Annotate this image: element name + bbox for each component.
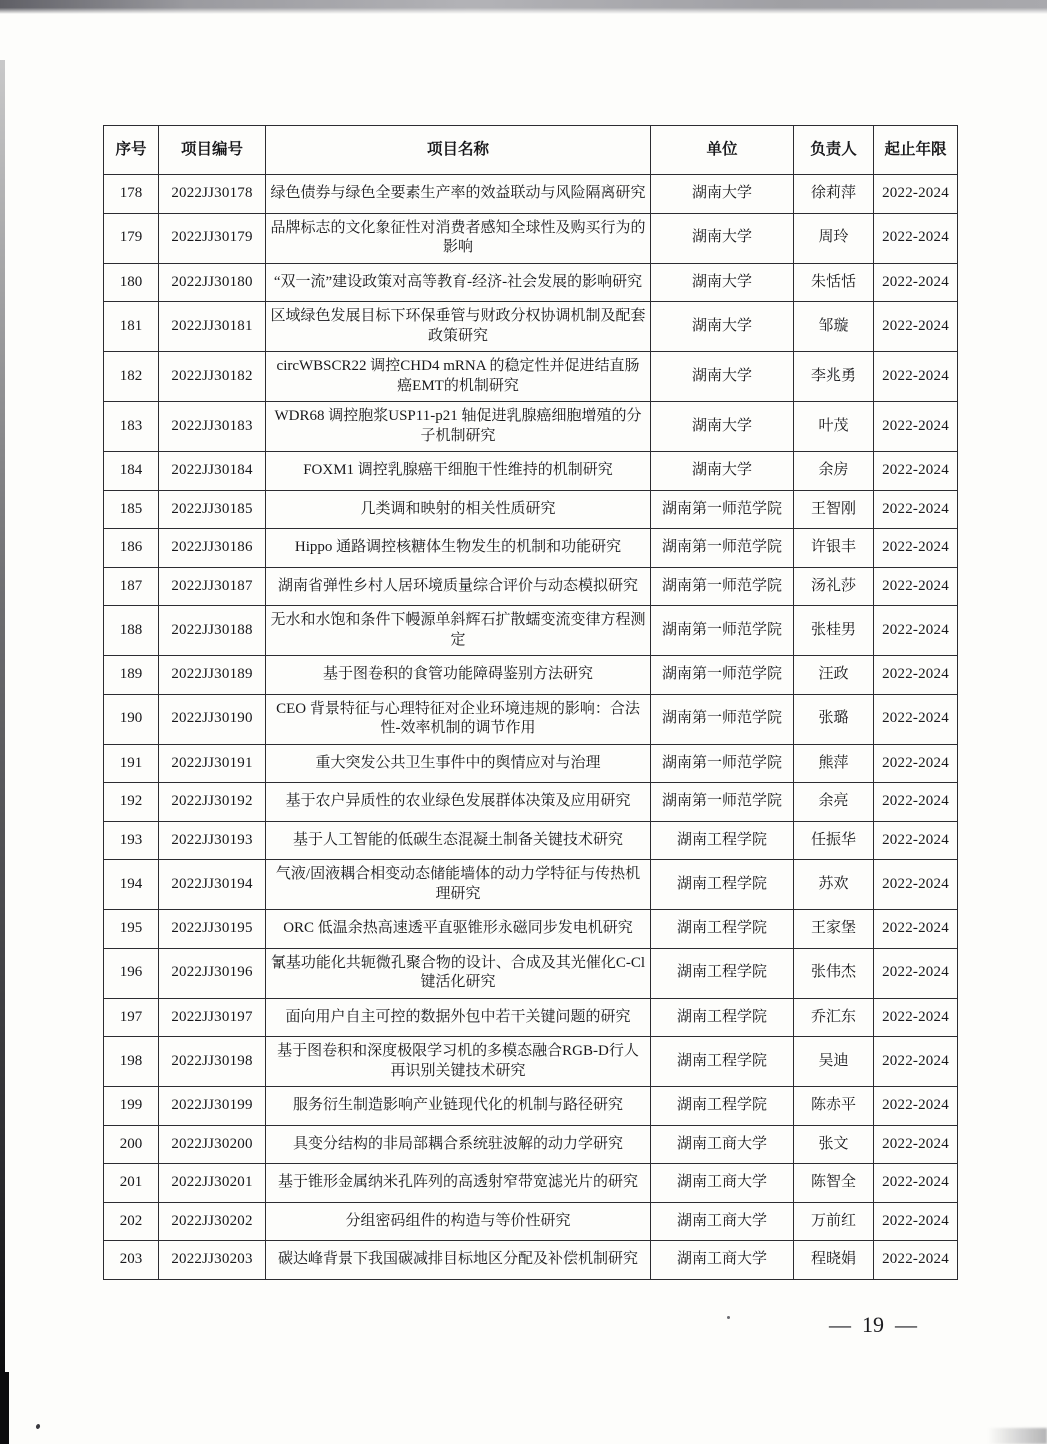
cell-index: 194 — [104, 860, 159, 910]
cell-project-code: 2022JJ30203 — [159, 1241, 266, 1280]
cell-index: 189 — [104, 656, 159, 695]
cell-years: 2022-2024 — [874, 1037, 958, 1087]
column-header-organization: 单位 — [651, 126, 794, 175]
cell-organization: 湖南第一师范学院 — [651, 606, 794, 656]
cell-index: 185 — [104, 490, 159, 529]
cell-project-code: 2022JJ30192 — [159, 783, 266, 822]
table-row — [104, 302, 958, 352]
cell-index: 198 — [104, 1037, 159, 1087]
cell-organization: 湖南工商大学 — [651, 1125, 794, 1164]
cell-leader: 徐莉萍 — [794, 175, 874, 214]
table-row — [104, 1087, 958, 1126]
cell-project-title: circWBSCR22 调控CHD4 mRNA 的稳定性并促进结直肠癌EMT的机制研究 — [266, 352, 651, 402]
cell-leader: 李兆勇 — [794, 352, 874, 402]
table-row — [104, 352, 958, 402]
table-row — [104, 656, 958, 695]
cell-leader: 汤礼莎 — [794, 567, 874, 606]
cell-project-code: 2022JJ30185 — [159, 490, 266, 529]
cell-organization: 湖南工程学院 — [651, 948, 794, 998]
cell-project-code: 2022JJ30199 — [159, 1087, 266, 1126]
cell-project-code: 2022JJ30184 — [159, 452, 266, 491]
cell-years: 2022-2024 — [874, 352, 958, 402]
scan-artifact-top-edge — [0, 0, 1047, 14]
cell-project-code: 2022JJ30187 — [159, 567, 266, 606]
projects-table — [103, 125, 958, 1280]
cell-index: 180 — [104, 263, 159, 302]
table-body — [104, 175, 958, 1280]
cell-leader: 任振华 — [794, 821, 874, 860]
cell-organization: 湖南工程学院 — [651, 910, 794, 949]
cell-leader: 邹璇 — [794, 302, 874, 352]
cell-project-title: 几类调和映射的相关性质研究 — [266, 490, 651, 529]
cell-organization: 湖南第一师范学院 — [651, 490, 794, 529]
cell-organization: 湖南大学 — [651, 352, 794, 402]
cell-project-title: 区域绿色发展目标下环保垂管与财政分权协调机制及配套政策研究 — [266, 302, 651, 352]
header-row — [104, 126, 958, 175]
cell-years: 2022-2024 — [874, 1241, 958, 1280]
cell-years: 2022-2024 — [874, 821, 958, 860]
table-row — [104, 860, 958, 910]
cell-project-code: 2022JJ30197 — [159, 998, 266, 1037]
cell-project-code: 2022JJ30201 — [159, 1164, 266, 1203]
cell-organization: 湖南第一师范学院 — [651, 656, 794, 695]
table-row — [104, 821, 958, 860]
cell-organization: 湖南工程学院 — [651, 821, 794, 860]
cell-organization: 湖南大学 — [651, 213, 794, 263]
cell-years: 2022-2024 — [874, 783, 958, 822]
cell-organization: 湖南第一师范学院 — [651, 783, 794, 822]
cell-project-title: 氰基功能化共轭微孔聚合物的设计、合成及其光催化C-Cl键活化研究 — [266, 948, 651, 998]
cell-organization: 湖南工商大学 — [651, 1202, 794, 1241]
cell-years: 2022-2024 — [874, 1202, 958, 1241]
cell-project-title: 面向用户自主可控的数据外包中若干关键问题的研究 — [266, 998, 651, 1037]
cell-project-title: 基于图卷积和深度极限学习机的多模态融合RGB-D行人再识别关键技术研究 — [266, 1037, 651, 1087]
cell-project-code: 2022JJ30193 — [159, 821, 266, 860]
cell-project-title: 品牌标志的文化象征性对消费者感知全球性及购买行为的影响 — [266, 213, 651, 263]
cell-years: 2022-2024 — [874, 1087, 958, 1126]
cell-organization: 湖南第一师范学院 — [651, 567, 794, 606]
cell-leader: 朱恬恬 — [794, 263, 874, 302]
cell-organization: 湖南工程学院 — [651, 1087, 794, 1126]
column-header-index: 序号 — [104, 126, 159, 175]
cell-project-code: 2022JJ30202 — [159, 1202, 266, 1241]
cell-organization: 湖南第一师范学院 — [651, 744, 794, 783]
cell-index: 182 — [104, 352, 159, 402]
cell-leader: 程晓娟 — [794, 1241, 874, 1280]
cell-project-title: 基于锥形金属纳米孔阵列的高透射窄带宽滤光片的研究 — [266, 1164, 651, 1203]
cell-project-title: 基于图卷积的食管功能障碍鉴别方法研究 — [266, 656, 651, 695]
cell-leader: 叶茂 — [794, 402, 874, 452]
cell-index: 181 — [104, 302, 159, 352]
cell-organization: 湖南第一师范学院 — [651, 694, 794, 744]
table-row — [104, 567, 958, 606]
cell-leader: 苏欢 — [794, 860, 874, 910]
cell-leader: 张文 — [794, 1125, 874, 1164]
cell-years: 2022-2024 — [874, 302, 958, 352]
cell-project-code: 2022JJ30178 — [159, 175, 266, 214]
cell-organization: 湖南大学 — [651, 302, 794, 352]
cell-project-title: 气液/固液耦合相变动态储能墙体的动力学特征与传热机理研究 — [266, 860, 651, 910]
cell-organization: 湖南大学 — [651, 402, 794, 452]
cell-index: 184 — [104, 452, 159, 491]
cell-years: 2022-2024 — [874, 606, 958, 656]
cell-years: 2022-2024 — [874, 175, 958, 214]
scan-artifact-speck — [35, 1423, 40, 1429]
cell-years: 2022-2024 — [874, 656, 958, 695]
table-row — [104, 263, 958, 302]
cell-years: 2022-2024 — [874, 213, 958, 263]
cell-organization: 湖南工程学院 — [651, 998, 794, 1037]
cell-project-title: 无水和水饱和条件下幔源单斜辉石扩散蠕变流变律方程测定 — [266, 606, 651, 656]
cell-project-title: 服务衍生制造影响产业链现代化的机制与路径研究 — [266, 1087, 651, 1126]
cell-years: 2022-2024 — [874, 567, 958, 606]
cell-project-code: 2022JJ30191 — [159, 744, 266, 783]
page-number: — 19 — — [829, 1312, 917, 1337]
cell-project-code: 2022JJ30181 — [159, 302, 266, 352]
cell-project-code: 2022JJ30195 — [159, 910, 266, 949]
cell-leader: 万前红 — [794, 1202, 874, 1241]
cell-organization: 湖南工商大学 — [651, 1241, 794, 1280]
table-row — [104, 175, 958, 214]
cell-leader: 汪政 — [794, 656, 874, 695]
column-header-project-code: 项目编号 — [159, 126, 266, 175]
cell-project-code: 2022JJ30194 — [159, 860, 266, 910]
cell-organization: 湖南大学 — [651, 452, 794, 491]
cell-index: 186 — [104, 529, 159, 568]
cell-project-code: 2022JJ30183 — [159, 402, 266, 452]
table-row — [104, 529, 958, 568]
cell-index: 179 — [104, 213, 159, 263]
cell-index: 191 — [104, 744, 159, 783]
cell-index: 195 — [104, 910, 159, 949]
cell-years: 2022-2024 — [874, 1125, 958, 1164]
cell-years: 2022-2024 — [874, 490, 958, 529]
cell-index: 192 — [104, 783, 159, 822]
cell-organization: 湖南第一师范学院 — [651, 529, 794, 568]
cell-years: 2022-2024 — [874, 744, 958, 783]
cell-index: 197 — [104, 998, 159, 1037]
table-row — [104, 694, 958, 744]
cell-project-title: 基于农户异质性的农业绿色发展群体决策及应用研究 — [266, 783, 651, 822]
cell-project-title: 碳达峰背景下我国碳减排目标地区分配及补偿机制研究 — [266, 1241, 651, 1280]
cell-project-code: 2022JJ30179 — [159, 213, 266, 263]
cell-index: 193 — [104, 821, 159, 860]
cell-index: 200 — [104, 1125, 159, 1164]
cell-project-title: WDR68 调控胞浆USP11-p21 轴促进乳腺癌细胞增殖的分子机制研究 — [266, 402, 651, 452]
cell-index: 188 — [104, 606, 159, 656]
table-row — [104, 1241, 958, 1280]
table-row — [104, 1125, 958, 1164]
cell-project-code: 2022JJ30200 — [159, 1125, 266, 1164]
table-row — [104, 744, 958, 783]
cell-organization: 湖南大学 — [651, 175, 794, 214]
cell-leader: 乔汇东 — [794, 998, 874, 1037]
cell-leader: 张桂男 — [794, 606, 874, 656]
cell-index: 203 — [104, 1241, 159, 1280]
cell-index: 202 — [104, 1202, 159, 1241]
cell-index: 201 — [104, 1164, 159, 1203]
cell-leader: 许银丰 — [794, 529, 874, 568]
cell-project-title: 具变分结构的非局部耦合系统驻波解的动力学研究 — [266, 1125, 651, 1164]
cell-index: 187 — [104, 567, 159, 606]
cell-project-title: 分组密码组件的构造与等价性研究 — [266, 1202, 651, 1241]
cell-years: 2022-2024 — [874, 452, 958, 491]
table-row — [104, 606, 958, 656]
cell-years: 2022-2024 — [874, 998, 958, 1037]
cell-leader: 张伟杰 — [794, 948, 874, 998]
cell-years: 2022-2024 — [874, 910, 958, 949]
cell-index: 183 — [104, 402, 159, 452]
cell-organization: 湖南大学 — [651, 263, 794, 302]
cell-leader: 陈智全 — [794, 1164, 874, 1203]
scan-artifact-left-edge — [0, 60, 5, 1380]
cell-leader: 余亮 — [794, 783, 874, 822]
cell-project-title: 重大突发公共卫生事件中的舆情应对与治理 — [266, 744, 651, 783]
cell-project-code: 2022JJ30180 — [159, 263, 266, 302]
table-header — [104, 126, 958, 175]
cell-years: 2022-2024 — [874, 529, 958, 568]
cell-years: 2022-2024 — [874, 402, 958, 452]
column-header-leader: 负责人 — [794, 126, 874, 175]
table-row — [104, 452, 958, 491]
cell-project-title: 基于人工智能的低碳生态混凝土制备关键技术研究 — [266, 821, 651, 860]
scan-artifact-bottom-right-smudge — [987, 1428, 1047, 1444]
cell-project-code: 2022JJ30196 — [159, 948, 266, 998]
cell-leader: 余房 — [794, 452, 874, 491]
cell-years: 2022-2024 — [874, 1164, 958, 1203]
cell-project-title: 绿色债券与绿色全要素生产率的效益联动与风险隔离研究 — [266, 175, 651, 214]
cell-leader: 张璐 — [794, 694, 874, 744]
cell-years: 2022-2024 — [874, 948, 958, 998]
cell-project-code: 2022JJ30198 — [159, 1037, 266, 1087]
cell-project-code: 2022JJ30186 — [159, 529, 266, 568]
scan-artifact-bottom-left-bar — [0, 1372, 9, 1444]
table-row — [104, 783, 958, 822]
cell-index: 199 — [104, 1087, 159, 1126]
cell-index: 190 — [104, 694, 159, 744]
table-row — [104, 490, 958, 529]
table-row — [104, 948, 958, 998]
table-row — [104, 1202, 958, 1241]
cell-project-title: CEO 背景特征与心理特征对企业环境违规的影响：合法性-效率机制的调节作用 — [266, 694, 651, 744]
table-row — [104, 1164, 958, 1203]
cell-years: 2022-2024 — [874, 860, 958, 910]
table-row — [104, 910, 958, 949]
cell-index: 178 — [104, 175, 159, 214]
cell-project-code: 2022JJ30190 — [159, 694, 266, 744]
cell-project-title: Hippo 通路调控核糖体生物发生的机制和功能研究 — [266, 529, 651, 568]
cell-project-title: 湖南省弹性乡村人居环境质量综合评价与动态模拟研究 — [266, 567, 651, 606]
cell-years: 2022-2024 — [874, 694, 958, 744]
cell-project-code: 2022JJ30182 — [159, 352, 266, 402]
cell-leader: 陈赤平 — [794, 1087, 874, 1126]
cell-organization: 湖南工程学院 — [651, 1037, 794, 1087]
cell-leader: 王家堡 — [794, 910, 874, 949]
table-row — [104, 1037, 958, 1087]
cell-leader: 周玲 — [794, 213, 874, 263]
cell-project-title: FOXM1 调控乳腺癌干细胞干性维持的机制研究 — [266, 452, 651, 491]
cell-index: 196 — [104, 948, 159, 998]
column-header-project-title: 项目名称 — [266, 126, 651, 175]
cell-project-code: 2022JJ30188 — [159, 606, 266, 656]
cell-project-code: 2022JJ30189 — [159, 656, 266, 695]
scan-artifact-speck — [727, 1316, 730, 1319]
cell-leader: 吴迪 — [794, 1037, 874, 1087]
cell-organization: 湖南工商大学 — [651, 1164, 794, 1203]
column-header-years: 起止年限 — [874, 126, 958, 175]
table-row — [104, 402, 958, 452]
cell-leader: 王智刚 — [794, 490, 874, 529]
cell-organization: 湖南工程学院 — [651, 860, 794, 910]
table-row — [104, 213, 958, 263]
cell-project-title: ORC 低温余热高速透平直驱锥形永磁同步发电机研究 — [266, 910, 651, 949]
cell-years: 2022-2024 — [874, 263, 958, 302]
cell-project-title: “双一流”建设政策对高等教育-经济-社会发展的影响研究 — [266, 263, 651, 302]
table-row — [104, 998, 958, 1037]
cell-leader: 熊萍 — [794, 744, 874, 783]
